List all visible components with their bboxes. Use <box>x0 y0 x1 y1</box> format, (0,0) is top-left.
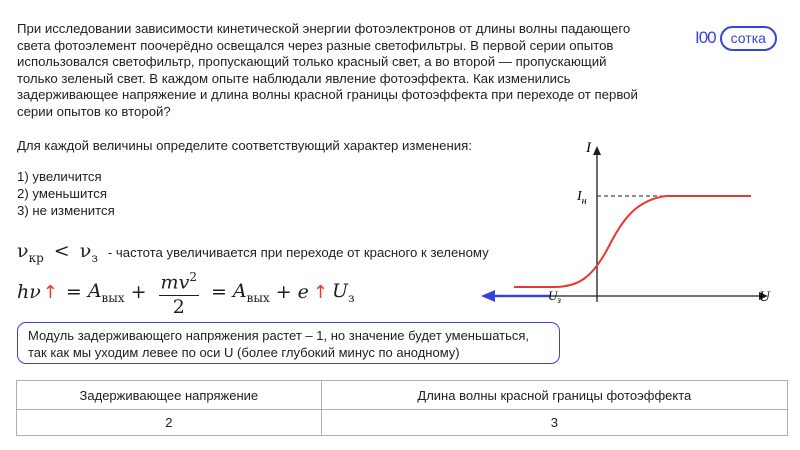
plus-sign: + <box>275 281 292 303</box>
answer-table <box>16 380 788 436</box>
fraction-numerator <box>159 266 199 295</box>
answer-header-cell: Длина волны красной границы фотоэффекта <box>321 381 787 410</box>
work-function-symbol: A <box>232 279 247 302</box>
plus-sign: + <box>130 281 147 303</box>
nu-green-subscript: з <box>91 250 98 265</box>
problem-line: задерживающее напряжение и длина волны красной границы фотоэффекта при переходе от первой <box>17 87 638 102</box>
answer-table-header-row <box>17 381 788 410</box>
work-function-subscript: вых <box>101 290 125 305</box>
stop-voltage-symbol: U <box>548 288 558 303</box>
option-item: 3) не изменится <box>17 203 115 218</box>
answer-table-value-row <box>17 410 788 436</box>
left-arrow-icon <box>481 290 495 302</box>
up-arrow-icon: ↑ <box>42 281 58 303</box>
saturation-symbol: I <box>577 189 582 204</box>
frequency-relation <box>17 240 489 264</box>
work-function-symbol: A <box>87 279 102 302</box>
problem-line: При исследовании зависимости кинетической энергии фотоэлектронов от длины волны падающего <box>17 21 631 36</box>
answer-value-cell: 3 <box>321 410 787 436</box>
explanation-line: Модуль задерживающего напряжения растет – 1, но значение будет уменьшаться, <box>28 328 530 343</box>
nu-green-symbol: ν <box>79 239 92 262</box>
kinetic-energy-fraction <box>159 266 199 317</box>
numerator-text: mv <box>160 271 190 294</box>
x-axis-label: U <box>759 289 770 305</box>
problem-line: только зеленый свет. В каждом опыте наблюдали явление фотоэффекта. Как изменились <box>17 70 571 86</box>
answer-options <box>17 168 115 219</box>
problem-line: серии опытов ко второй? <box>17 103 171 119</box>
current-curve <box>514 196 751 287</box>
nu-red-symbol: ν <box>17 239 29 262</box>
logo-digits: I00 <box>695 28 716 47</box>
electron-charge: e <box>297 281 309 303</box>
saturation-label <box>576 189 587 207</box>
answer-header-cell: Задерживающее напряжение <box>17 381 322 410</box>
work-function <box>233 280 270 305</box>
stop-voltage-label <box>548 288 561 305</box>
einstein-equation <box>17 268 355 316</box>
stopping-voltage-subscript: з <box>347 290 355 305</box>
answer-value-cell: 2 <box>17 410 322 436</box>
equals-sign: = <box>65 281 82 303</box>
frequency-note: - частота увеличивается при переходе от красного к зеленому <box>107 244 489 260</box>
up-arrow-icon: ↑ <box>312 281 328 303</box>
y-axis-label: I <box>586 140 591 156</box>
work-function <box>88 280 125 305</box>
numerator-exponent: 2 <box>189 270 197 285</box>
y-axis-arrowhead <box>593 146 601 155</box>
saturation-subscript: н <box>581 196 587 207</box>
stopping-voltage-symbol: U <box>331 279 348 302</box>
problem-line: света фотоэлемент поочерёдно освещался через разные светофильтры. В первой серии опытов <box>17 37 614 53</box>
option-item: 1) увеличится <box>17 169 102 184</box>
instruction-text: Для каждой величины определите соответствующий характер изменения: <box>17 138 472 153</box>
option-item: 2) уменьшится <box>17 186 107 201</box>
less-than-sign: < <box>53 239 70 262</box>
nu-red-subscript: кр <box>28 250 44 265</box>
stopping-voltage <box>332 280 355 305</box>
explanation-box <box>17 322 560 364</box>
explanation-line: так как мы уходим левее по оси U (более глубокий минус по анодному) <box>28 344 460 360</box>
equals-sign: = <box>210 281 227 303</box>
sotka-logo <box>695 26 777 50</box>
photon-energy: hν <box>17 281 41 303</box>
problem-text <box>17 21 693 120</box>
problem-line: использовался светофильтр, пропускающий только красный свет, а во второй — пропускающий <box>17 54 607 69</box>
logo-label: сотка <box>720 26 777 51</box>
frequency-inequality <box>17 240 98 265</box>
stop-voltage-subscript: з <box>557 295 561 305</box>
current-voltage-graph <box>470 130 790 310</box>
fraction-denominator: 2 <box>172 295 185 318</box>
work-function-subscript: вых <box>246 290 270 305</box>
